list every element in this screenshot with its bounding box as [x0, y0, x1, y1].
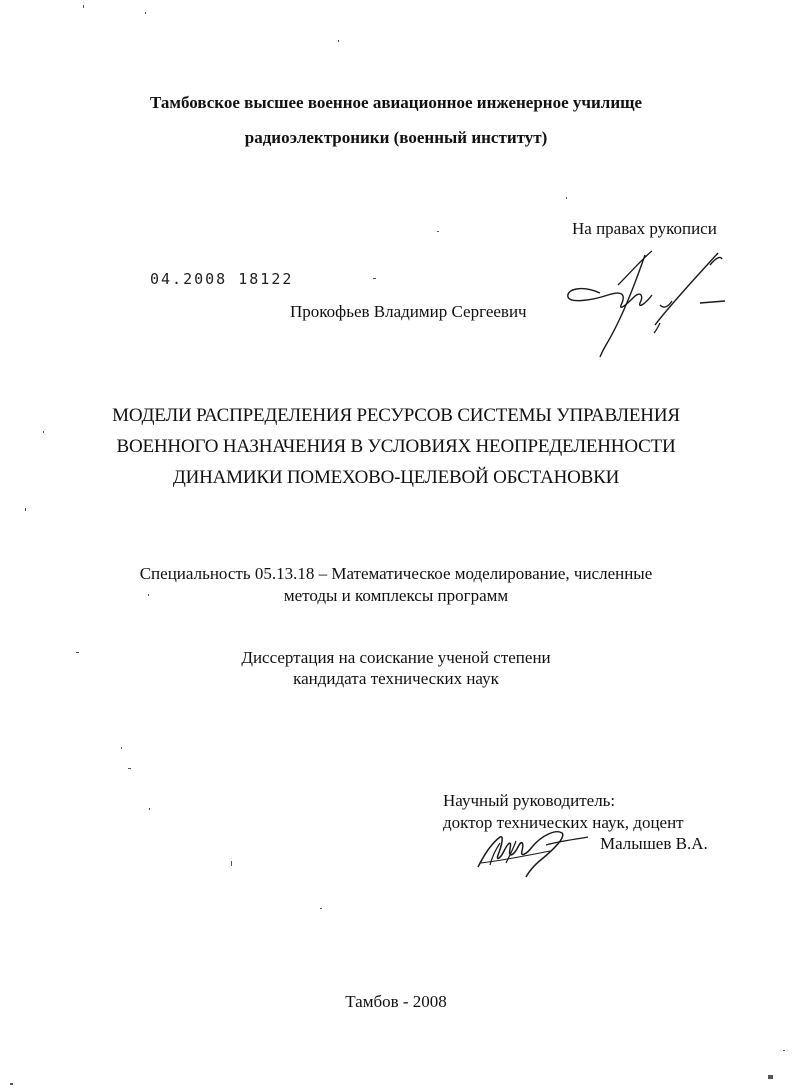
scan-speck [437, 231, 439, 232]
scan-speck [566, 197, 567, 199]
dissertation-line-1: Диссертация на соискание ученой степени [241, 648, 551, 667]
author-name: Прокофьев Владимир Сергеевич [290, 302, 527, 321]
scan-speck [25, 508, 26, 511]
scan-speck [149, 808, 150, 810]
scan-speck [338, 40, 339, 42]
author-signature [560, 245, 740, 360]
registration-stamp: 04.2008 18122 [150, 270, 294, 288]
dissertation-line-2: кандидата технических наук [293, 669, 499, 688]
supervisor-degree: доктор технических наук, доцент [443, 813, 684, 832]
title-line-3: ДИНАМИКИ ПОМЕХОВО-ЦЕЛЕВОЙ ОБСТАНОВКИ [172, 467, 620, 488]
supervisor-label: Научный руководитель: [443, 791, 616, 810]
title-line-2: ВОЕННОГО НАЗНАЧЕНИЯ В УСЛОВИЯХ НЕОПРЕДЕЛЕННОСТИ [116, 436, 676, 457]
scan-speck [43, 431, 44, 433]
scan-speck [83, 5, 84, 8]
specialty-line-1: Специальность 05.13.18 – Математическое моделирование, численные [139, 564, 653, 583]
supervisor-name: Малышев В.А. [600, 834, 708, 853]
scan-speck [320, 908, 322, 909]
scan-speck [76, 652, 79, 653]
scan-speck [768, 1075, 773, 1079]
specialty-line-2: методы и комплексы программ [283, 586, 509, 605]
title-line-1: МОДЕЛИ РАСПРЕДЕЛЕНИЯ РЕСУРСОВ СИСТЕМЫ УПРАВЛЕНИЯ [112, 405, 680, 426]
scan-speck [231, 861, 232, 866]
scan-speck [121, 747, 122, 749]
institution-line-2: радиоэлектроники (военный институт) [244, 128, 548, 147]
institution-line-1: Тамбовское высшее военное авиационное инженерное училище [149, 93, 643, 112]
scan-speck [373, 278, 376, 279]
scan-speck [148, 594, 149, 596]
manuscript-rights: На правах рукописи [572, 219, 717, 238]
scan-speck [128, 768, 131, 769]
scan-speck [10, 1083, 13, 1085]
footer-city-year: Тамбов - 2008 [345, 992, 447, 1011]
supervisor-signature [470, 815, 600, 885]
scan-speck [145, 12, 146, 14]
scan-speck [783, 1050, 785, 1051]
